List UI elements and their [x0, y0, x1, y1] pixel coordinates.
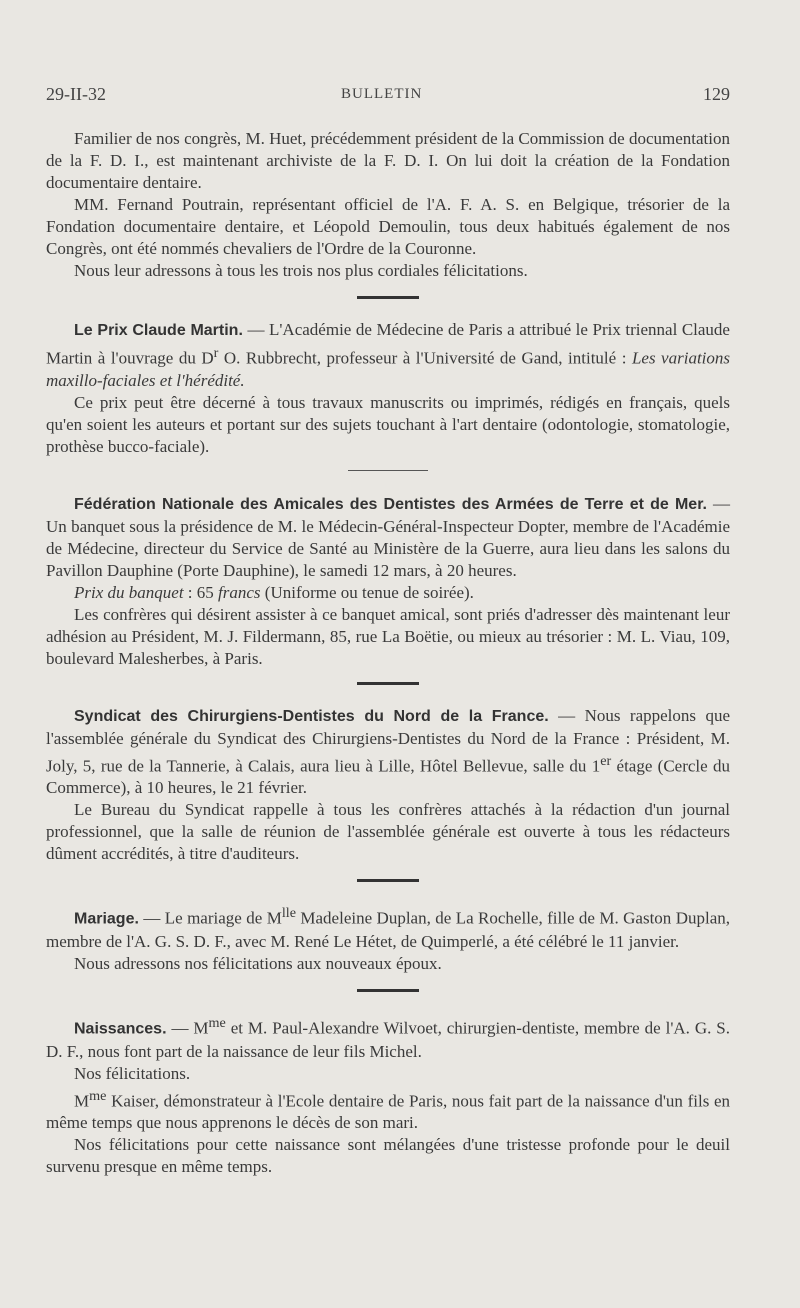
- paragraph: MM. Fernand Poutrain, représentant officiel de l'A. F. A. S. en Belgique, trésorier de la Fondation documentaire dentaire, et Léopold Demoulin, tous deux habitués également de nos Congrès, ont été nommés chevaliers de l'Ordre de la Couronne.: [46, 195, 730, 258]
- paragraph: Syndicat des Chirurgiens-Dentistes du Nord de la France. — Nous rappelons que l'assemblée générale du Syndicat des Chirurgiens-Dentistes du Nord de la France : Président, M. Joly, 5, rue de la Tannerie, à Calais, aura lieu à Lille, Hôtel Bellevue, salle du 1er étage (Cercle du Commerce), à 10 heures, le 21 février.: [46, 705, 730, 798]
- section-title: Syndicat des Chirurgiens-Dentistes du Nord de la France.: [74, 707, 549, 725]
- paragraph: Fédération Nationale des Amicales des Dentistes des Armées de Terre et de Mer. — Un banquet sous la présidence de M. le Médecin-Général-Inspecteur Dopter, membre de l'Académie de Médecine, directeur du Service de Santé au Ministère de la Guerre, aura lieu dans les salons du Pavillon Dauphine (Porte Dauphine), le samedi 12 mars, à 20 heures.: [46, 493, 730, 580]
- section-title: Fédération Nationale des Amicales des Dentistes des Armées de Terre et de Mer.: [74, 495, 707, 513]
- page-number: 129: [703, 84, 730, 104]
- section-divider: [357, 296, 419, 299]
- paragraph: Le Bureau du Syndicat rappelle à tous les confrères attachés à la rédaction d'un journal professionnel, que la salle de réunion de l'assemblée générale est ouverte à tous les rédacteurs dûment accrédités, à titre d'auditeurs.: [46, 800, 730, 864]
- paragraph: Nous leur adressons à tous les trois nos plus cordiales félicitations.: [74, 261, 528, 280]
- section-congress-news: [46, 128, 730, 282]
- section-divider: [357, 682, 419, 685]
- paragraph: Nos félicitations.: [74, 1063, 191, 1083]
- header-date: 29-II-32: [46, 84, 106, 104]
- section-divider: [348, 470, 428, 471]
- paragraph: Les confrères qui désirent assister à ce banquet amical, sont priés d'adresser dès maintenant leur adhésion au Président, M. J. Fildermann, 85, rue La Boëtie, ou mieux au trésorier : M. L. Viau, 109, boulevard Malesherbes, à Paris.: [46, 604, 730, 668]
- section-naissances: [46, 1012, 730, 1178]
- header-title: BULLETIN: [341, 86, 423, 102]
- section-title: Naissances.: [74, 1020, 167, 1038]
- paragraph: Mariage. — Le mariage de $M^{lle}$ Madeleine Duplan, de La Rochelle, fille de M. Gaston Duplan, membre de l'A. G. S. D. F., avec M. René Le Hétet, de Quimperlé, a été célébré le 11 janvier.: [46, 905, 731, 951]
- section-divider: [357, 989, 419, 992]
- paragraph: Ce prix peut être décerné à tous travaux manuscrits ou imprimés, rédigés en français, quels qu'en soient les auteurs et portant sur des sujets touchant à l'art dentaire (odontologie, stomatologie, prothèse bucco-faciale).: [46, 392, 730, 456]
- section-syndicat: [46, 705, 730, 866]
- section-title: Mariage.: [74, 910, 139, 928]
- section-title: Le Prix Claude Martin.: [74, 322, 243, 339]
- paragraph: Le Prix Claude Martin. — L'Académie de Médecine de Paris a attribué le Prix triennal Claude Martin à l'ouvrage du $D^r$ O. Rubbrecht, professeur à l'Université de Gand, intitulé : Les variations maxillo-faciales et l'hérédité.: [46, 320, 731, 390]
- paragraph: $M^{me}$ Kaiser, démonstrateur à l'Ecole dentaire de Paris, nous fait part de la naissance d'un fils en même temps que nous apprenons le décès de son mari.: [46, 1087, 730, 1133]
- paragraph: Nous adressons nos félicitations aux nouveaux époux.: [74, 953, 442, 973]
- section-prix-claude-martin: [46, 319, 730, 458]
- paragraph: Naissances. — $M^{me}$ et M. Paul-Alexandre Wilvoet, chirurgien-dentiste, membre de l'A. G. S. D. F., nous font part de la naissance de leur fils Michel.: [46, 1014, 731, 1061]
- section-mariage: [46, 902, 730, 975]
- paragraph: Familier de nos congrès, M. Huet, précédemment président de la Commission de documentation de la F. D. I., est maintenant archiviste de la F. D. I. On lui doit la création de la Fondation documentaire dentaire.: [46, 129, 730, 192]
- paragraph: Nos félicitations pour cette naissance sont mélangées d'une tristesse profonde pour le deuil survenu presque en même temps.: [46, 1135, 730, 1177]
- paragraph: Prix du banquet : 65 francs (Uniforme ou tenue de soirée).: [74, 582, 474, 602]
- section-federation: [46, 493, 730, 670]
- article-body: [46, 128, 730, 1178]
- section-divider: [357, 879, 419, 882]
